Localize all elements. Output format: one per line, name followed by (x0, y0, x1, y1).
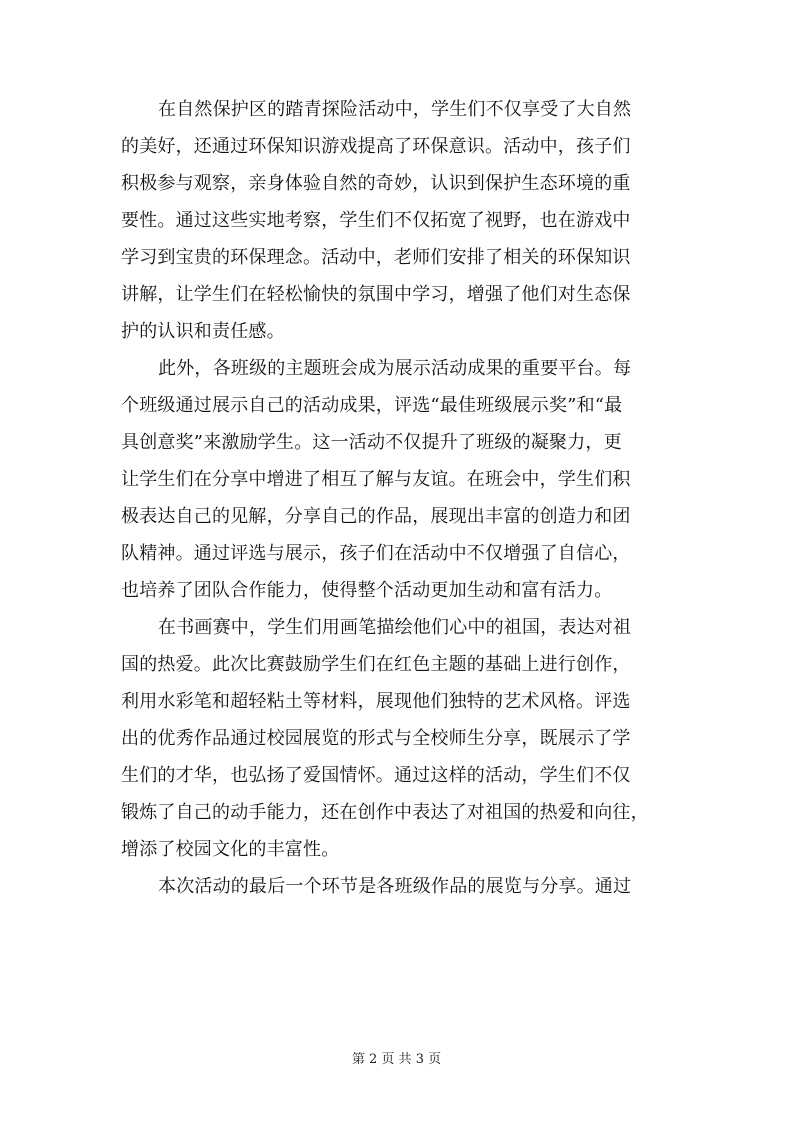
page-number-footer: 第 2 页 共 3 页 (351, 1052, 442, 1067)
paragraph-1-line-3: 积极参与观察，亲身体验自然的奇妙，认识到保护生态环境的重 (121, 173, 631, 194)
paragraph-1-line-4: 要性。通过这些实地考察，学生们不仅拓宽了视野，也在游戏中 (121, 210, 631, 231)
paragraph-2-line-6: 队精神。通过评选与展示，孩子们在活动中不仅增强了自信心， (121, 543, 631, 564)
paragraph-3-line-7: 增添了校园文化的丰富性。 (121, 839, 340, 860)
paragraph-1-line-2: 的美好，还通过环保知识游戏提高了环保意识。活动中，孩子们 (121, 136, 631, 157)
paragraph-3-line-6: 锻炼了自己的动手能力，还在创作中表达了对祖国的热爱和向往， (121, 802, 649, 823)
paragraph-3-line-4: 出的优秀作品通过校园展览的形式与全校师生分享，既展示了学 (121, 728, 631, 749)
paragraph-3-line-1: 在书画赛中，学生们用画笔描绘他们心中的祖国，表达对祖 (158, 617, 632, 638)
paragraph-2-line-2: 个班级通过展示自己的活动成果，评选“最佳班级展示奖”和“最 (121, 395, 623, 416)
paragraph-3-line-5: 生们的才华，也弘扬了爱国情怀。通过这样的活动，学生们不仅 (121, 765, 631, 786)
paragraph-2-line-1: 此外，各班级的主题班会成为展示活动成果的重要平台。每 (158, 358, 632, 379)
paragraph-1-line-5: 学习到宝贵的环保理念。活动中，老师们安排了相关的环保知识 (121, 247, 631, 268)
paragraph-2-line-7: 也培养了团队合作能力，使得整个活动更加生动和富有活力。 (121, 580, 613, 601)
paragraph-1-line-7: 护的认识和责任感。 (121, 321, 285, 342)
paragraph-2-line-5: 极表达自己的见解，分享自己的作品，展现出丰富的创造力和团 (121, 506, 631, 527)
paragraph-2-line-4: 让学生们在分享中增进了相互了解与友谊。在班会中，学生们积 (121, 469, 631, 490)
paragraph-1-line-1: 在自然保护区的踏青探险活动中，学生们不仅享受了大自然 (158, 99, 632, 120)
paragraph-4-line-1: 本次活动的最后一个环节是各班级作品的展览与分享。通过 (158, 876, 632, 897)
paragraph-3-line-2: 国的热爱。此次比赛鼓励学生们在红色主题的基础上进行创作， (121, 654, 631, 675)
paragraph-1-line-6: 讲解，让学生们在轻松愉快的氛围中学习，增强了他们对生态保 (121, 284, 631, 305)
paragraph-2-line-3: 具创意奖”来激励学生。这一活动不仅提升了班级的凝聚力，更 (121, 432, 622, 453)
paragraph-3-line-3: 利用水彩笔和超轻粘土等材料，展现他们独特的艺术风格。评选 (121, 691, 631, 712)
